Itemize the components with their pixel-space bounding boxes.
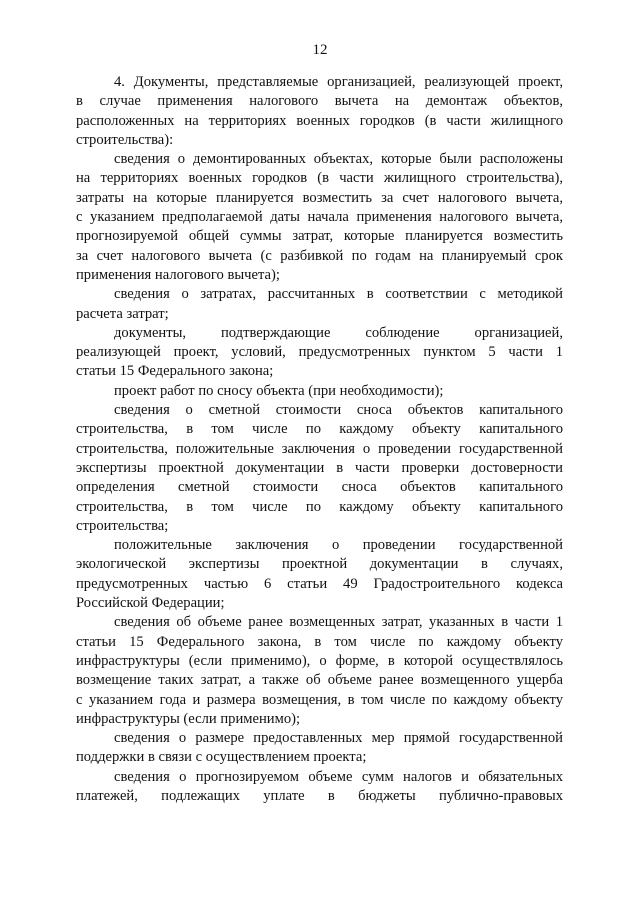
text-line: экспертизы проектной документации в части проверки достоверности: [76, 459, 563, 476]
text-line: реализующей проект, условий, предусмотренных пунктом 5 части 1: [76, 344, 563, 361]
text-line: на территориях военных городков (в части жилищного строительства),: [76, 170, 563, 187]
text-line: статьи 15 Федерального закона;: [76, 363, 274, 380]
text-line: поддержки в связи с осуществлением проекта;: [76, 749, 367, 766]
paragraph: [76, 613, 563, 729]
paragraph: [76, 324, 563, 382]
text-line: документы, подтверждающие соблюдение организацией,: [114, 324, 563, 341]
paragraph: [76, 729, 563, 768]
paragraph: [76, 73, 563, 150]
text-line: строительства):: [76, 131, 174, 148]
text-line: расположенных на территориях военных городков (в части жилищного: [76, 112, 563, 129]
text-line: расчета затрат;: [76, 305, 169, 322]
text-line: строительства, положительные заключения о проведении государственной: [76, 440, 563, 457]
text-line: сведения о демонтированных объектах, которые были расположены: [114, 151, 563, 168]
paragraph: [76, 768, 563, 807]
text-line: сведения о прогнозируемом объеме сумм налогов и обязательных: [114, 768, 563, 785]
text-line: сведения об объеме ранее возмещенных затрат, указанных в части 1: [114, 614, 563, 631]
text-line: строительства, в том числе по каждому объекту капитального: [76, 421, 563, 438]
text-line: с указанием предполагаемой даты начала применения налогового вычета,: [76, 209, 563, 226]
text-line: с указанием года и размера возмещения, в том числе по каждому объекту: [76, 691, 563, 708]
text-line: проект работ по сносу объекта (при необходимости);: [114, 382, 444, 399]
text-line: статьи 15 Федерального закона, в том числе по каждому объекту: [76, 633, 563, 650]
text-line: возмещение таких затрат, а также об объеме ранее возмещенного ущерба: [76, 672, 563, 689]
text-line: экологической экспертизы проектной документации в случаях,: [76, 556, 563, 573]
page-number: 12: [312, 42, 328, 58]
text-line: строительства, в том числе по каждому объекту капитального: [76, 498, 563, 515]
paragraph: [76, 150, 563, 285]
text-line: инфраструктуры (если применимо);: [76, 710, 301, 727]
paragraph: [76, 285, 563, 324]
text-line: сведения о сметной стоимости сноса объектов капитального: [114, 402, 563, 419]
paragraph: [76, 536, 563, 613]
text-line: за счет налогового вычета (с разбивкой по годам на планируемый срок: [76, 247, 563, 264]
document-body: [76, 73, 563, 806]
text-line: платежей, подлежащих уплате в бюджеты публично-правовых: [76, 787, 563, 804]
text-line: сведения о размере предоставленных мер прямой государственной: [114, 730, 563, 747]
text-line: предусмотренных частью 6 статьи 49 Градостроительного кодекса: [76, 575, 563, 592]
text-line: строительства;: [76, 517, 169, 534]
paragraph: [76, 382, 563, 401]
text-line: положительные заключения о проведении государственной: [114, 537, 563, 554]
text-line: инфраструктуры (если применимо), о форме, в которой осуществлялось: [76, 652, 563, 669]
text-line: сведения о затратах, рассчитанных в соответствии с методикой: [114, 286, 563, 303]
paragraph: [76, 401, 563, 536]
text-line: 4. Документы, представляемые организацией, реализующей проект,: [114, 74, 563, 90]
text-line: в случае применения налогового вычета на демонтаж объектов,: [76, 93, 563, 110]
text-line: определения сметной стоимости сноса объектов капитального: [76, 479, 563, 496]
text-line: Российской Федерации;: [76, 595, 225, 612]
text-line: затраты на которые планируется возместить за счет налогового вычета,: [76, 189, 563, 206]
text-line: применения налогового вычета);: [76, 266, 280, 283]
text-line: прогнозируемой общей суммы затрат, которые планируется возместить: [76, 228, 563, 245]
